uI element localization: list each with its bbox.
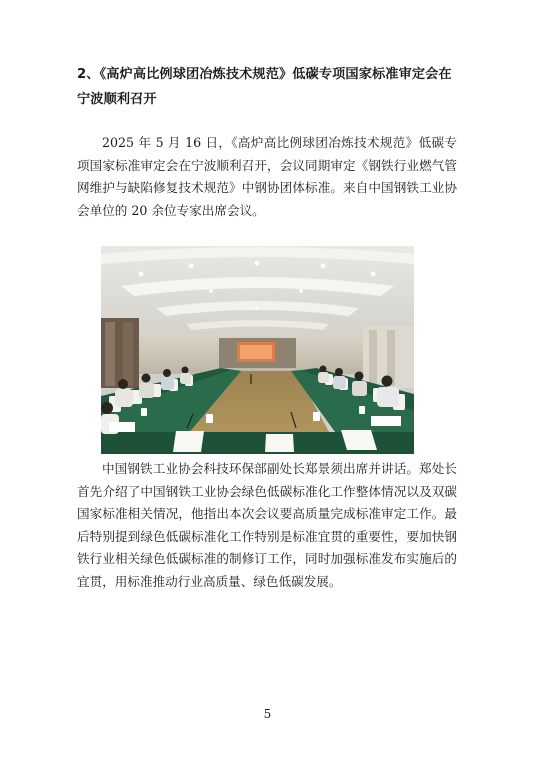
meeting-photo [101,246,414,454]
section-heading: 2、《高炉高比例球团冶炼技术规范》低碳专项国家标准审定会在宁波顺利召开 [77,67,452,107]
paragraph-meeting-summary: 2025 年 5 月 16 日，《高炉高比例球团冶炼技术规范》低碳专项国家标准审定会在宁波顺利召开，会议同期审定《钢铁行业燃气管网维护与缺陷修复技术规范》中钢协团体标准。来自中国钢铁工业协会单位的 20 余位专家出席会议。 [77,135,457,218]
page-number: 5 [263,707,272,721]
paragraph-speech: 中国钢铁工业协会科技环保部副处长郑景须出席并讲话。郑处长首先介绍了中国钢铁工业协会绿色低碳标准化工作整体情况以及双碳国家标准相关情况，他指出本次会议要高质量完成标准审定工作。最后特别提到绿色低碳标准化工作特别是标准宜贯的重要性，要加快钢铁行业相关绿色低碳标准的制修订工作，同时加强标准发布实施后的宜贯，用标准推动行业高质量、绿色低碳发展。 [77,461,457,589]
